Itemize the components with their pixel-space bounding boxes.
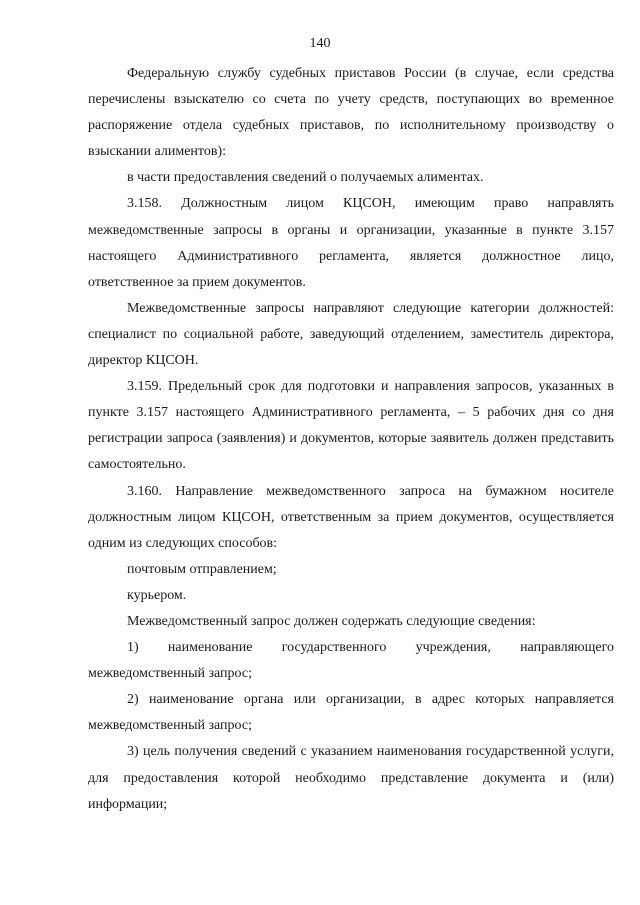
list-item-courier: курьером. xyxy=(127,587,187,603)
paragraph-3-158: 3.158. Должностным лицом КЦСОН, имеющим право направлять межведомственные запросы в органы и организации, указанные в пункте 3.157 настоящего Административного регламента, является должностное лицо, ответственное за прием документов. xyxy=(88,196,614,290)
list-item-postal: почтовым отправлением; xyxy=(127,561,277,577)
paragraph-fssp: Федеральную службу судебных приставов России (в случае, если средства перечислены взыскателю со счета по учету средств, поступающих во временное распоряжение отдела судебных приставов, по исполнительному производству о взыскании алиментов): xyxy=(88,66,614,160)
paragraph-3-160: 3.160. Направление межведомственного запроса на бумажном носителе должностным лицом КЦСОН, ответственным за прием документов, осуществляется одним из следующих способов: xyxy=(88,483,614,551)
list-item-2: 2) наименование органа или организации, в адрес которых направляется межведомственный запрос; xyxy=(88,692,614,734)
page-number: 140 xyxy=(309,36,331,51)
paragraph-request-contents: Межведомственный запрос должен содержать следующие сведения: xyxy=(127,613,536,629)
list-item-3: 3) цель получения сведений с указанием наименования государственной услуги, для предоставления которой необходимо представление документа и (или) информации; xyxy=(88,744,614,812)
paragraph-position-categories: Межведомственные запросы направляют следующие категории должностей: специалист по социальной работе, заведующий отделением, заместитель директора, директор КЦСОН. xyxy=(88,300,614,369)
list-item-1: 1) наименование государственного учреждения, направляющего межведомственный запрос; xyxy=(88,640,614,682)
paragraph-3-159: 3.159. Предельный срок для подготовки и направления запросов, указанных в пункте 3.157 настоящего Административного регламента, – 5 рабочих дня со дня регистрации запроса (заявления) и документов, которые заявитель должен представить самостоятельно. xyxy=(88,379,614,473)
paragraph-alimony-info: в части предоставления сведений о получаемых алиментах. xyxy=(127,170,484,186)
document-body xyxy=(88,61,614,818)
